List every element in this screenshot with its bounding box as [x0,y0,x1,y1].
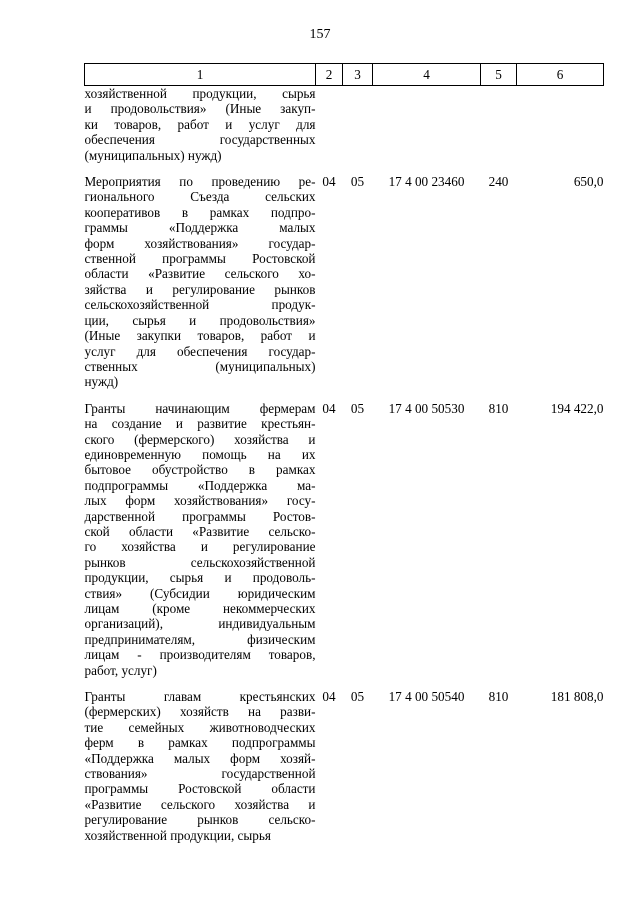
description-line: программы Ростовской области [84,781,316,797]
description-line: подпрограммы «Поддержка ма- [84,477,316,493]
description-line: хозяйственной продукции, сырья [84,827,271,843]
table-row [85,174,604,390]
description-line: кооперативов в рамках подпро- [84,204,316,220]
header-col-5: 5 [481,64,517,86]
description-line: «Развитие сельского хозяйства и [84,796,316,812]
row-description [85,689,316,843]
description-line: бытовое обустройство в рамках [84,462,316,478]
row-description [85,174,316,390]
subsection-code: 05 [350,689,365,705]
header-col-3: 3 [343,64,373,86]
description-line: (муниципальных) нужд) [84,147,222,163]
description-line: и продовольствия» (Иные закуп- [84,101,316,117]
budget-table [84,63,604,843]
target-article-code: 17 4 00 50530 [388,400,465,416]
amount-value: 650,0 [573,174,604,190]
expense-type-code: 810 [488,400,509,416]
target-article-code: 17 4 00 50540 [388,689,465,705]
table-row [85,689,604,843]
description-line: ствования» государственной [84,766,316,782]
description-line: дарственной программы Ростов- [84,508,316,524]
section-code: 04 [322,400,336,416]
table-row [85,401,604,678]
description-line: форм хозяйствования» государ- [84,235,316,251]
row-spacer-cell [85,163,604,174]
table-row [85,86,604,164]
amount-value: 194 422,0 [550,400,604,416]
row-spacer-cell [85,390,604,401]
description-line: ского (фермерского) хозяйства и [84,431,316,447]
description-line: ской области «Развитие сельско- [84,523,316,539]
header-col-1: 1 [85,64,316,86]
table-body [85,86,604,844]
description-line: ственной программы Ростовской [84,251,316,267]
description-line: области «Развитие сельского хо- [84,266,316,282]
subsection-code: 05 [350,400,365,416]
description-line: Гранты начинающим фермерам [84,400,316,416]
section-code: 04 [322,689,336,705]
description-line: Гранты главам крестьянских [84,689,316,705]
description-line: ферм в рамках подпрограммы [84,735,316,751]
description-line: граммы «Поддержка малых [84,220,316,236]
row-spacer [85,678,604,689]
description-line: ственных (муниципальных) [84,358,316,374]
page-number: 157 [309,27,331,42]
description-line: «Поддержка малых форм хозяй- [84,750,316,766]
amount-value [517,86,604,164]
description-line: лицам - производителям товаров, [84,647,316,663]
description-line: на создание и развитие крестьян- [84,416,316,432]
description-line: нужд) [84,374,119,390]
description-line: (фермерских) хозяйств на разви- [84,704,316,720]
row-description [85,401,316,678]
description-line: Мероприятия по проведению ре- [84,174,316,190]
expense-type-code: 240 [488,174,509,190]
description-line: (Иные закупки товаров, работ и [84,328,316,344]
header-col-4: 4 [373,64,481,86]
description-line: услуг для обеспечения государ- [84,343,316,359]
row-spacer-cell [85,678,604,689]
description-line: работ, услуг) [84,662,157,678]
subsection-code: 05 [350,174,365,190]
row-spacer [85,390,604,401]
description-line: зяйства и регулирование рынков [84,281,316,297]
expense-type-code [481,86,517,164]
target-article-code [373,86,481,164]
description-line: лых форм хозяйствования» госу- [84,493,316,509]
description-line: обеспечения государственных [84,132,316,148]
amount-value: 181 808,0 [550,689,604,705]
row-spacer [85,163,604,174]
table-header [85,64,604,86]
description-line: продукции, сырья и продоволь- [84,570,316,586]
section-code [316,86,343,164]
description-line: предпринимателям, физическим [84,631,316,647]
description-line: го хозяйства и регулирование [84,539,316,555]
expense-type-code: 810 [488,689,509,705]
section-code: 04 [322,174,336,190]
header-col-6: 6 [517,64,604,86]
description-line: хозяйственной продукции, сырья [84,86,316,101]
target-article-code: 17 4 00 23460 [388,174,465,190]
description-line: гионального Съезда сельских [84,189,316,205]
description-line: ки товаров, работ и услуг для [84,116,316,132]
description-line: рынков сельскохозяйственной [84,554,316,570]
description-line: единовременную помощь на их [84,446,316,462]
header-col-2: 2 [316,64,343,86]
row-description [85,86,316,164]
subsection-code [343,86,373,164]
description-line: ствия» (Субсидии юридическим [84,585,316,601]
description-line: ции, сырья и продовольствия» [84,312,316,328]
description-line: организаций), индивидуальным [84,616,316,632]
description-line: сельскохозяйственной продук- [84,297,316,313]
description-line: тие семейных животноводческих [84,719,316,735]
description-line: регулирование рынков сельско- [84,812,316,828]
description-line: лицам (кроме некоммерческих [84,601,316,616]
